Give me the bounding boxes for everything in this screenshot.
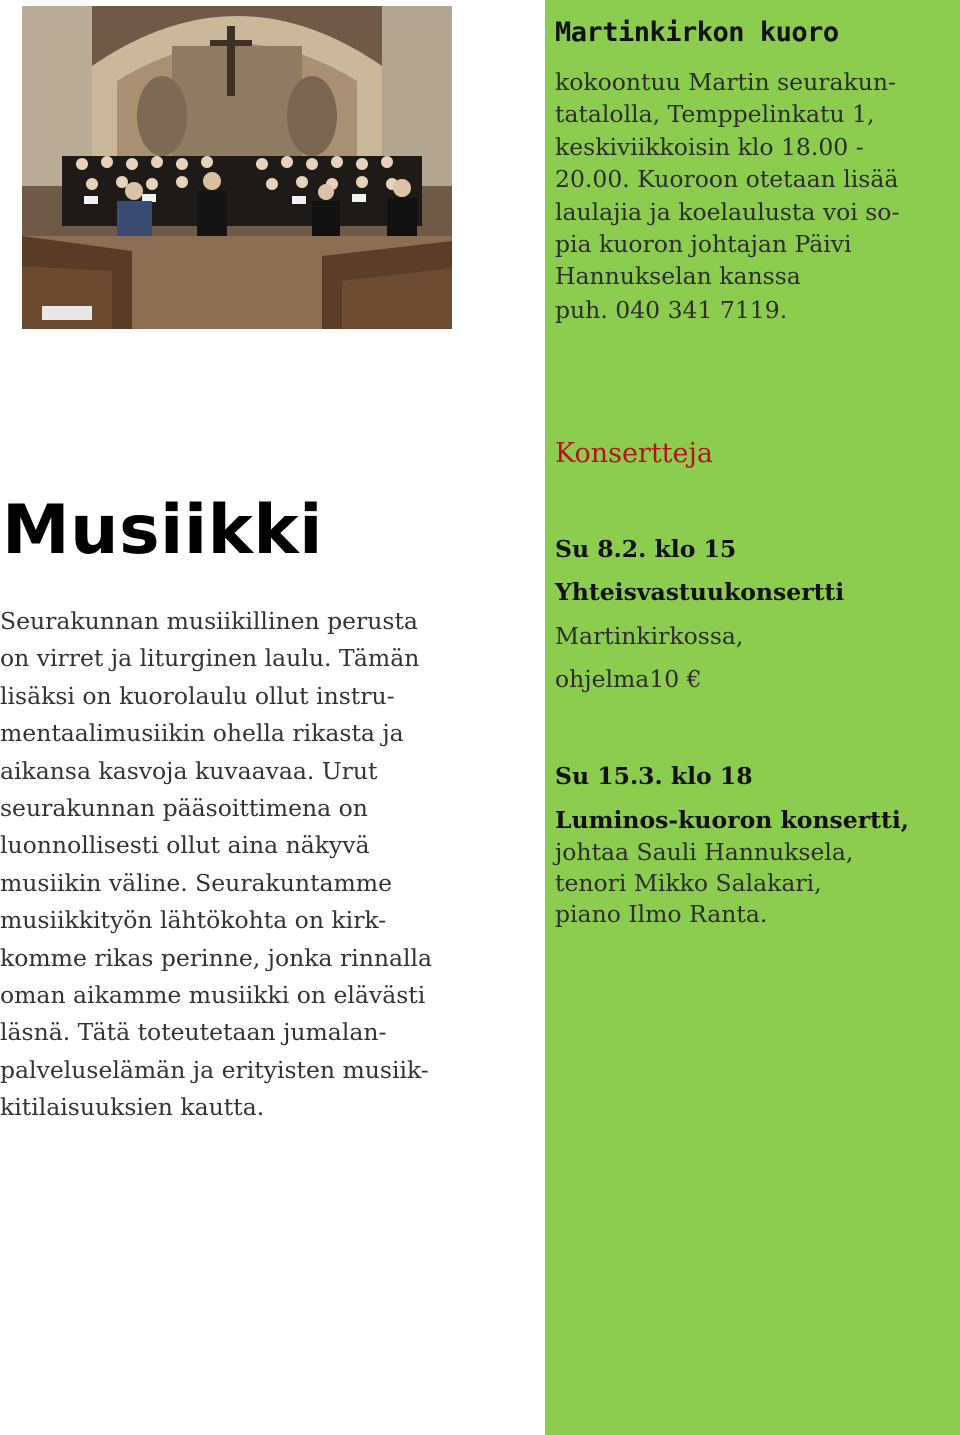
sidebar-panel (545, 0, 960, 1435)
event-2-piano: piano Ilmo Ranta. (555, 900, 768, 928)
body-line: aikansa kasvoja kuvaavaa. Urut (0, 756, 378, 785)
body-line: lisäksi on kuorolaulu ollut instru- (0, 681, 395, 710)
choir-photo (22, 6, 452, 329)
choir-description (555, 66, 899, 293)
event-1-date: Su 8.2. klo 15 (555, 535, 737, 563)
page-title: Musiikki (2, 491, 323, 570)
choir-title: Martinkirkon kuoro (555, 17, 839, 48)
body-line: oman aikamme musiikki on elävästi (0, 981, 426, 1010)
body-line: musiikin väline. Seurakuntamme (0, 868, 392, 897)
choir-line: keskiviikkoisin klo 18.00 - (555, 132, 864, 161)
choir-photo-image (22, 6, 452, 329)
body-line: luonnollisesti ollut aina näkyvä (0, 831, 370, 860)
choir-line: Hannukselan kanssa (555, 262, 801, 291)
body-line: mentaalimusiikin ohella rikasta ja (0, 719, 404, 748)
body-line: läsnä. Tätä toteutetaan jumalan- (0, 1018, 387, 1047)
choir-line: 20.00. Kuoroon otetaan lisää (555, 165, 899, 194)
event-1-program: ohjelma10 € (555, 665, 702, 693)
choir-line: tatalolla, Temppelinkatu 1, (555, 100, 875, 129)
choir-line: laulajia ja koelaulusta voi so- (555, 197, 900, 226)
body-line: Seurakunnan musiikillinen perusta (0, 607, 418, 635)
event-1-place: Martinkirkossa, (555, 622, 744, 650)
body-line: seurakunnan pääsoittimena on (0, 794, 368, 823)
body-line: komme rikas perinne, jonka rinnalla (0, 943, 433, 972)
event-1-title: Yhteisvastuukonsertti (555, 578, 845, 606)
event-2-title: Luminos-kuoron konsertti, (555, 806, 909, 834)
concerts-heading: Konsertteja (555, 438, 713, 469)
choir-line: pia kuoron johtajan Päivi (555, 230, 852, 259)
body-line: kitilaisuuksien kautta. (0, 1093, 265, 1122)
body-line: on virret ja liturginen laulu. Tämän (0, 644, 420, 673)
choir-phone: puh. 040 341 7119. (555, 296, 788, 324)
event-2-tenor: tenori Mikko Salakari, (555, 869, 822, 897)
event-2-date: Su 15.3. klo 18 (555, 762, 753, 790)
body-line: palveluselämän ja erityisten musiik- (0, 1055, 429, 1084)
event-2-conductor: johtaa Sauli Hannuksela, (555, 838, 854, 866)
music-description (0, 603, 500, 1127)
choir-line: kokoontuu Martin seurakun- (555, 68, 896, 96)
body-line: musiikkityön lähtökohta on kirk- (0, 906, 387, 935)
